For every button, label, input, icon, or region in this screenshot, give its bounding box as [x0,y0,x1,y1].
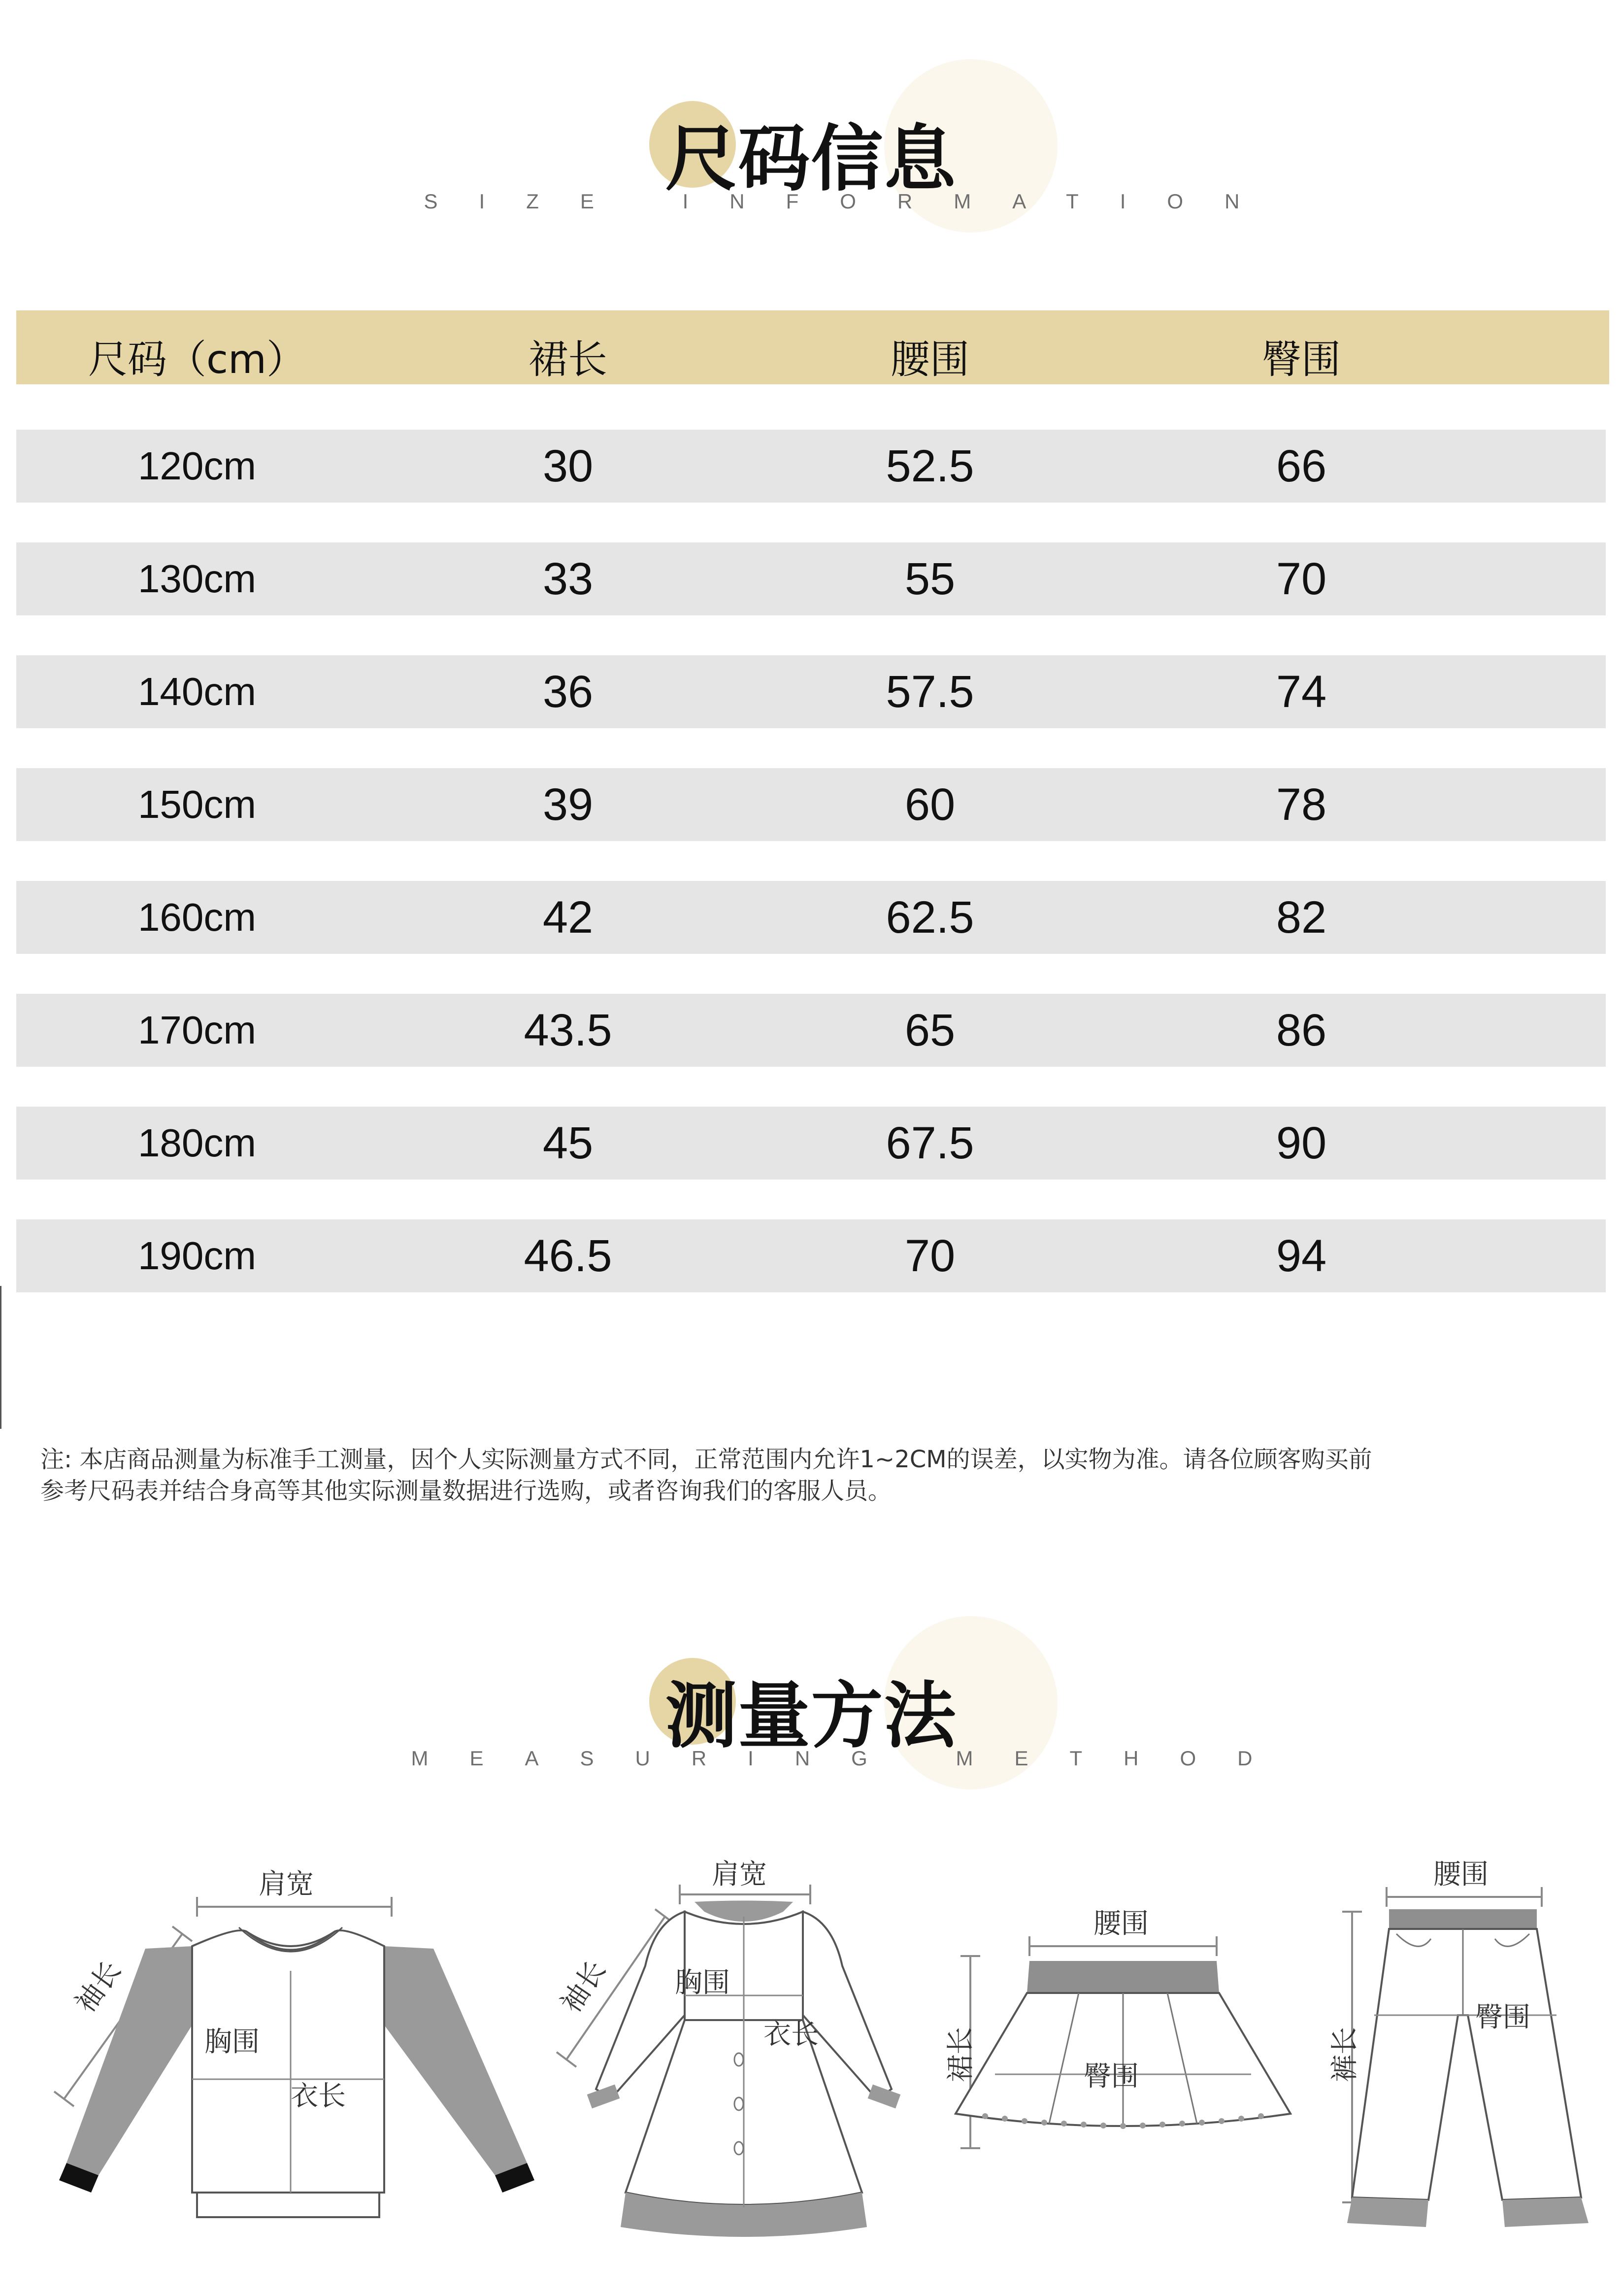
dress-diagram [537,1853,926,2237]
size-cell: 160cm [137,895,257,939]
header-size: 尺码（cm） [88,337,306,382]
dress-chest-label: 胸围 [675,1967,730,1999]
pants-waist-label: 腰围 [1433,1858,1489,1891]
size-cell: 130cm [137,557,257,601]
skirt-length-label: 裙长 [945,2027,977,2082]
size-cell: 120cm [137,444,257,488]
measure-section-title: 测量方法 [665,1674,957,1758]
hip-cell: 66 [1276,441,1327,491]
size-cell: 140cm [137,670,257,713]
skirt-waist-label: 腰围 [1093,1908,1149,1940]
sweater-illustration [44,1862,547,2237]
waist-cell: 57.5 [886,667,974,717]
skirt-length-cell: 36 [542,667,594,717]
skirt-hip-label: 臀围 [1084,2060,1139,2093]
divider [0,1286,1,1429]
hip-cell: 82 [1276,892,1327,943]
dress-illustration [537,1853,926,2237]
dress-shoulder-label: 肩宽 [712,1858,767,1891]
waist-cell: 55 [904,554,956,604]
sweater-sleeve-label: 袖长 [69,1955,128,2019]
hip-cell: 94 [1276,1231,1327,1281]
skirt-length-cell: 45 [542,1118,594,1168]
note-line-2: 参考尺码表并结合身高等其他实际测量数据进行选购，或者咨询我们的客服人员。 [40,1477,892,1505]
dress-length-label: 衣长 [763,2019,819,2051]
dress-sleeve-label: 袖长 [555,1955,612,2019]
header-waist: 腰围 [891,337,969,382]
hip-cell: 74 [1276,667,1327,717]
header-hip: 臀围 [1262,337,1341,382]
measure-section-heading [0,1601,1622,1779]
pants-length-label: 裤长 [1329,2027,1361,2082]
waist-cell: 62.5 [886,892,974,943]
size-section-heading [0,54,1622,232]
measurement-note [40,1444,1597,1507]
pants-hip-label: 臀围 [1475,2001,1530,2033]
skirt-length-cell: 46.5 [524,1231,612,1281]
pants-diagram [1305,1853,1601,2237]
header-skirt-length: 裙长 [529,337,607,382]
skirt-length-cell: 30 [542,441,594,491]
hip-cell: 70 [1276,554,1327,604]
skirt-length-cell: 43.5 [524,1005,612,1055]
sweater-shoulder-label: 肩宽 [259,1868,314,1900]
sweater-length-label: 衣长 [291,2080,346,2112]
note-line-1: 注: 本店商品测量为标准手工测量，因个人实际测量方式不同，正常范围内允许1~2CM的误差，以实物为准。请各位顾客购买前 [40,1446,1372,1473]
sweater-chest-label: 胸围 [204,2026,260,2058]
skirt-diagram [936,1892,1310,2168]
size-cell: 170cm [137,1008,257,1052]
waist-cell: 70 [904,1231,956,1281]
waist-cell: 65 [904,1005,956,1055]
size-cell: 150cm [137,782,257,826]
waist-cell: 67.5 [886,1118,974,1168]
measure-section-subtitle: MEASURING METHOD [411,1747,1294,1770]
hip-cell: 90 [1276,1118,1327,1168]
skirt-length-cell: 33 [542,554,594,604]
size-section-title: 尺码信息 [665,117,957,201]
size-cell: 180cm [137,1121,257,1165]
skirt-length-cell: 42 [542,892,594,943]
hip-cell: 86 [1276,1005,1327,1055]
waist-cell: 52.5 [886,441,974,491]
sweater-diagram [44,1862,547,2237]
waist-cell: 60 [904,779,956,830]
skirt-length-cell: 39 [542,779,594,830]
size-cell: 190cm [137,1234,257,1278]
size-section-subtitle: SIZE INFORMATION [424,190,1281,213]
hip-cell: 78 [1276,779,1327,830]
